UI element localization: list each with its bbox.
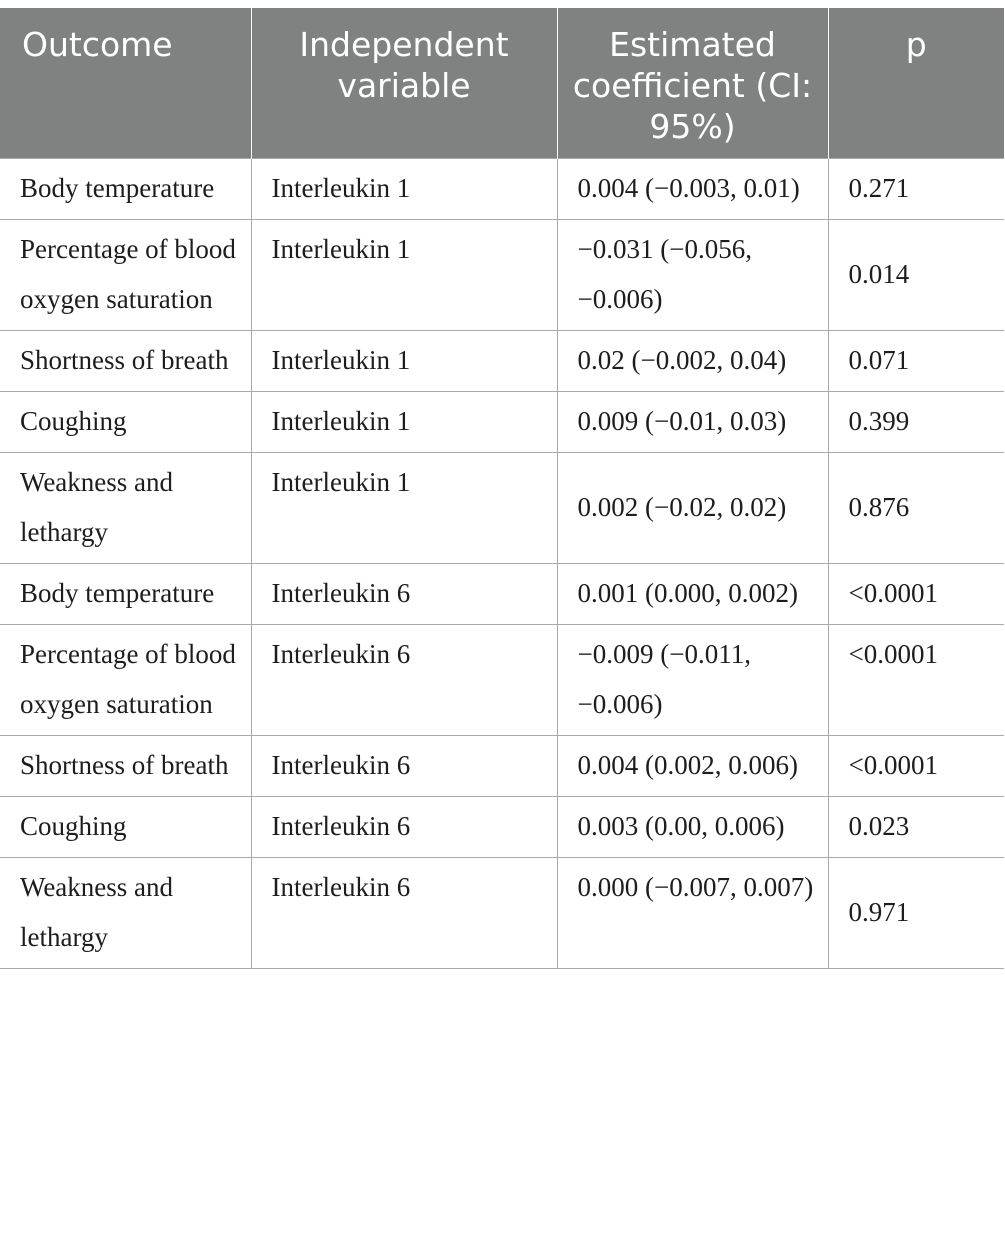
table-row [0,159,1004,220]
cell-p-value: 0.271 [828,159,1004,220]
table-row [0,331,1004,392]
table-row [0,564,1004,625]
cell-variable: Interleukin 6 [251,797,557,858]
cell-variable: Interleukin 1 [251,331,557,392]
cell-outcome: Body temperature [0,564,251,625]
cell-variable: Interleukin 6 [251,858,557,969]
cell-coefficient: 0.004 (0.002, 0.006) [557,736,828,797]
table-header [0,8,1004,159]
cell-outcome: Shortness of breath [0,736,251,797]
table-row [0,858,1004,969]
cell-variable: Interleukin 6 [251,564,557,625]
cell-coefficient: 0.002 (−0.02, 0.02) [557,453,828,564]
table-row [0,453,1004,564]
cell-p-value: 0.014 [828,220,1004,331]
cell-outcome: Weakness and lethargy [0,453,251,564]
cell-outcome: Percentage of blood oxygen saturation [0,220,251,331]
cell-p-value: <0.0001 [828,564,1004,625]
table-row [0,625,1004,736]
cell-coefficient: 0.02 (−0.002, 0.04) [557,331,828,392]
cell-coefficient: 0.009 (−0.01, 0.03) [557,392,828,453]
cell-p-value: <0.0001 [828,736,1004,797]
cell-p-value: 0.971 [828,858,1004,969]
cell-variable: Interleukin 6 [251,736,557,797]
cell-coefficient: 0.000 (−0.007, 0.007) [557,858,828,969]
header-row [0,8,1004,159]
table-row [0,736,1004,797]
cell-p-value: <0.0001 [828,625,1004,736]
header-p-value: p [828,8,1004,159]
cell-coefficient: 0.004 (−0.003, 0.01) [557,159,828,220]
cell-variable: Interleukin 1 [251,159,557,220]
cell-p-value: 0.876 [828,453,1004,564]
cell-coefficient: 0.003 (0.00, 0.006) [557,797,828,858]
cell-coefficient: −0.031 (−0.056, −0.006) [557,220,828,331]
cell-variable: Interleukin 6 [251,625,557,736]
cell-outcome: Coughing [0,392,251,453]
cell-p-value: 0.023 [828,797,1004,858]
cell-outcome: Weakness and lethargy [0,858,251,969]
table-row [0,392,1004,453]
table-body [0,159,1004,969]
header-estimated-coefficient: Estimated coefficient (CI: 95%) [557,8,828,159]
table-row [0,220,1004,331]
cell-outcome: Shortness of breath [0,331,251,392]
cell-p-value: 0.071 [828,331,1004,392]
table-row [0,797,1004,858]
cell-coefficient: −0.009 (−0.011, −0.006) [557,625,828,736]
header-outcome: Outcome [0,8,251,159]
cell-coefficient: 0.001 (0.000, 0.002) [557,564,828,625]
cell-outcome: Coughing [0,797,251,858]
cell-variable: Interleukin 1 [251,220,557,331]
cell-variable: Interleukin 1 [251,453,557,564]
header-independent-variable: Independent variable [251,8,557,159]
cell-outcome: Body temperature [0,159,251,220]
cell-p-value: 0.399 [828,392,1004,453]
regression-table [0,8,1004,969]
cell-outcome: Percentage of blood oxygen saturation [0,625,251,736]
cell-variable: Interleukin 1 [251,392,557,453]
